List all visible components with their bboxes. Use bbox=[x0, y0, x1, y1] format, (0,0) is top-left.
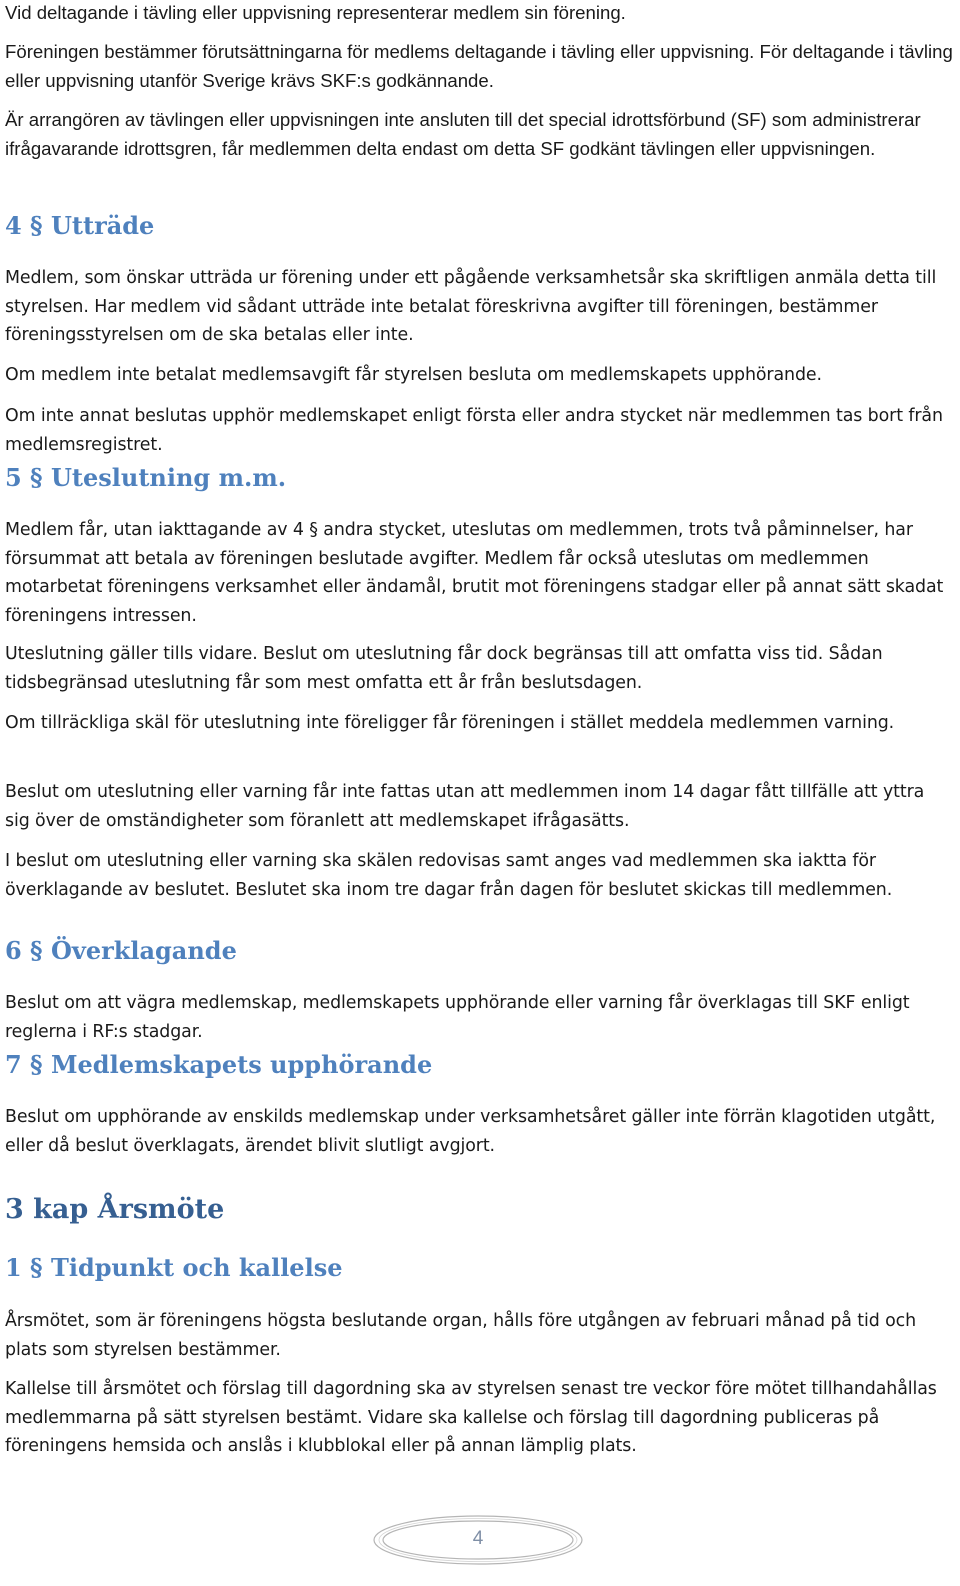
paragraph: Årsmötet, som är föreningens högsta beslutande organ, hålls före utgången av februari månad på tid och plats som styrelsen bestämmer. bbox=[5, 1311, 916, 1360]
paragraph: Uteslutning gäller tills vidare. Beslut om uteslutning får dock begränsas till att omfatta viss tid. Sådan tidsbegränsad uteslutning får som mest omfatta ett år från beslutsdagen. bbox=[5, 644, 883, 693]
paragraph: Är arrangören av tävlingen eller uppvisningen inte ansluten till det special idrottsförbund (SF) som administrerar ifrågavarande idrottsgren, får medlemmen delta endast om detta SF godkänt tävlingen eller uppvisningen. bbox=[5, 109, 921, 159]
section-heading: 5 § Uteslutning m.m. bbox=[5, 463, 287, 492]
section-heading: 7 § Medlemskapets upphörande bbox=[5, 1050, 433, 1079]
paragraph: Beslut om upphörande av enskilds medlemskap under verksamhetsåret gäller inte förrän klagotiden utgått, eller då beslut överklagats, ärendet blivit slutligt avgjort. bbox=[5, 1107, 936, 1156]
paragraph: Föreningen bestämmer förutsättningarna för medlems deltagande i tävling eller uppvisning. För deltagande i tävling eller uppvisning utanför Sverige krävs SKF:s godkännande. bbox=[5, 41, 953, 91]
paragraph: Beslut om uteslutning eller varning får inte fattas utan att medlemmen inom 14 dagar fått tillfälle att yttra sig över de omständigheter som föranlett att medlemskapet ifrågasätts. bbox=[5, 782, 925, 831]
paragraph: I beslut om uteslutning eller varning ska skälen redovisas samt anges vad medlemmen ska iaktta för överklagande av beslutet. Beslutet ska inom tre dagar från dagen för beslutet skickas till medlemmen. bbox=[5, 851, 893, 900]
paragraph: Om inte annat beslutas upphör medlemskapet enligt första eller andra stycket när medlemmen tas bort från medlemsregistret. bbox=[5, 406, 943, 455]
paragraph: Om tillräckliga skäl för uteslutning inte föreligger får föreningen i stället meddela medlemmen varning. bbox=[5, 713, 895, 734]
section-heading: 1 § Tidpunkt och kallelse bbox=[5, 1253, 343, 1282]
paragraph: Kallelse till årsmötet och förslag till dagordning ska av styrelsen senast tre veckor före mötet tillhandahållas medlemmarna på sätt styrelsen bestämt. Vidare ska kallelse och förslag till dagordning publiceras på föreningens hemsida och anslås i klubblokal eller på annan lämplig plats. bbox=[5, 1379, 937, 1457]
page-number: 4 bbox=[472, 1528, 484, 1549]
section-heading: 4 § Utträde bbox=[5, 211, 155, 240]
paragraph: Beslut om att vägra medlemskap, medlemskapets upphörande eller varning får överklagas till SKF enligt reglerna i RF:s stadgar. bbox=[5, 993, 910, 1042]
chapter-heading: 3 kap Årsmöte bbox=[5, 1194, 225, 1225]
section-heading: 6 § Överklagande bbox=[5, 936, 237, 965]
paragraph: Vid deltagande i tävling eller uppvisning representerar medlem sin förening. bbox=[5, 2, 626, 23]
page-footer bbox=[372, 1512, 584, 1568]
paragraph: Medlem får, utan iakttagande av 4 § andra stycket, uteslutas om medlemmen, trots två påminnelser, har försummat att betala av föreningen beslutade avgifter. Medlem får också uteslutas om medlemmen motarbetat föreningens verksamhet eller ändamål, brutit mot föreningens stadgar eller på annat sätt skadat föreningens intressen. bbox=[5, 520, 944, 626]
paragraph: Om medlem inte betalat medlemsavgift får styrelsen besluta om medlemskapets upphörande. bbox=[5, 365, 822, 386]
paragraph: Medlem, som önskar utträda ur förening under ett pågående verksamhetsår ska skriftligen anmäla detta till styrelsen. Har medlem vid sådant utträde inte betalat föreskrivna avgifter till föreningen, bestämmer föreningsstyrelsen om de ska betalas eller inte. bbox=[5, 268, 937, 346]
